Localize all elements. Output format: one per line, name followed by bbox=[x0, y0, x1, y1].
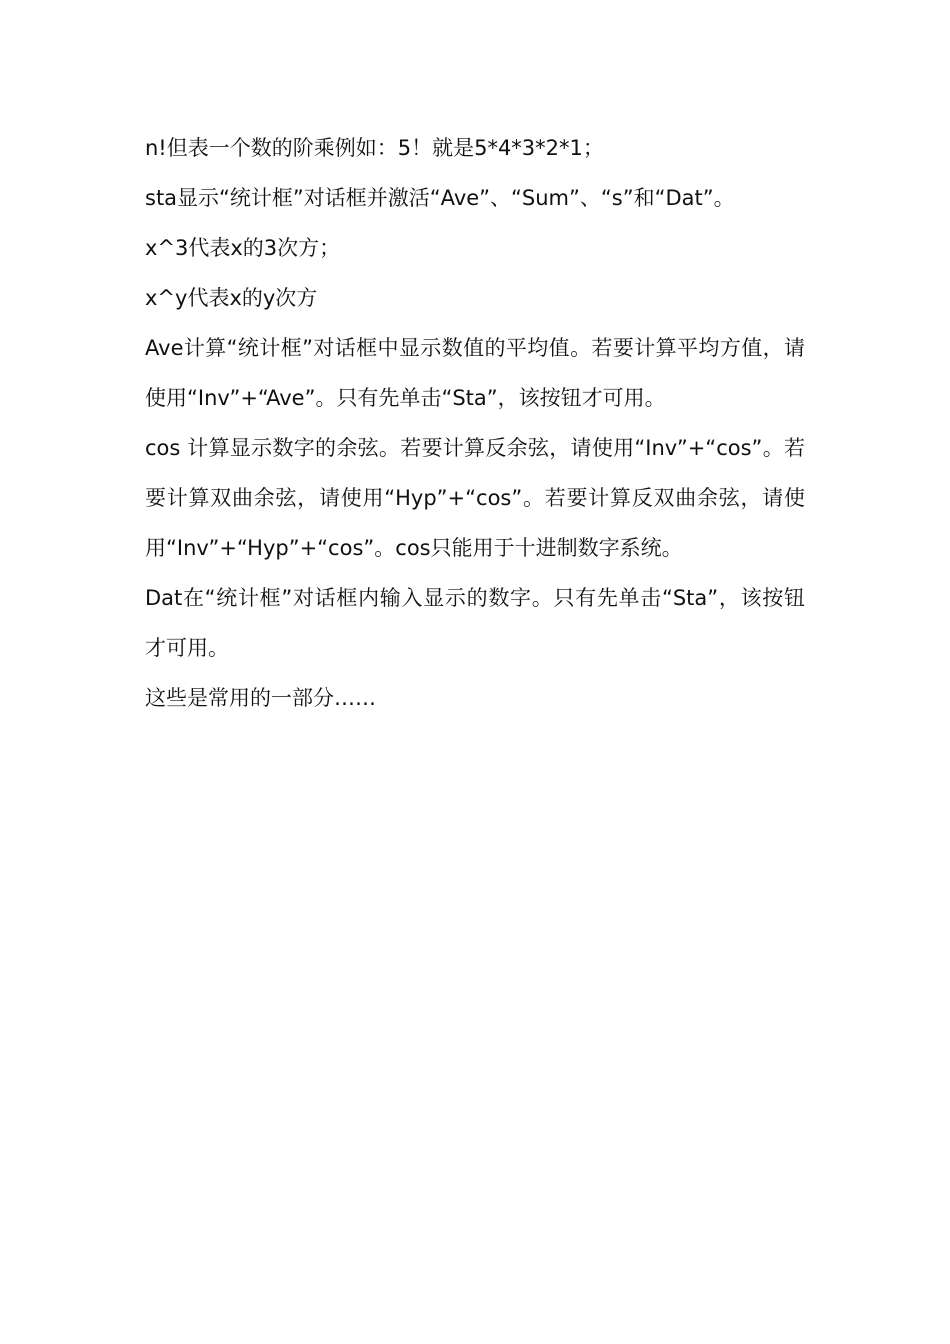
document-body bbox=[145, 123, 805, 723]
paragraph-dat: Dat在“统计框”对话框内输入显示的数字。只有先单击“Sta”，该按钮才可用。 bbox=[145, 586, 805, 660]
paragraph-power: x^y代表x的y次方 bbox=[145, 286, 318, 310]
paragraph-cube: x^3代表x的3次方； bbox=[145, 236, 341, 260]
paragraph-ave: Ave计算“统计框”对话框中显示数值的平均值。若要计算平均方值，请使用“Inv”+“Ave”。只有先单击“Sta”，该按钮才可用。 bbox=[145, 336, 805, 410]
paragraph-sta: sta显示“统计框”对话框并激活“Ave”、“Sum”、“s”和“Dat”。 bbox=[145, 186, 735, 210]
paragraph-cos: cos 计算显示数字的余弦。若要计算反余弦，请使用“Inv”+“cos”。若要计算双曲余弦，请使用“Hyp”+“cos”。若要计算反双曲余弦，请使用“Inv”+“Hyp”+“cos”。cos只能用于十进制数字系统。 bbox=[145, 436, 805, 560]
paragraph-factorial: n!但表一个数的阶乘例如：5！就是5*4*3*2*1； bbox=[145, 136, 604, 160]
paragraph-closing: 这些是常用的一部分…… bbox=[145, 686, 376, 710]
